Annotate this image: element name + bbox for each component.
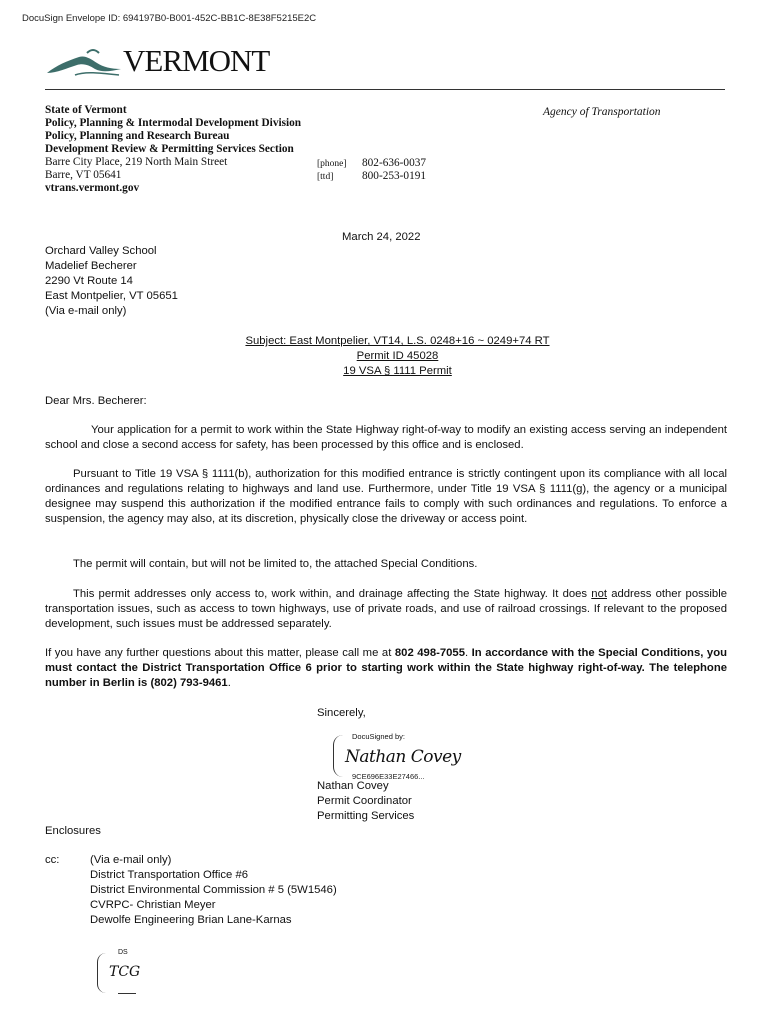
cc-list [90,853,337,928]
closing: Sincerely, [317,707,366,719]
subject-line-1: Subject: East Montpelier, VT14, L.S. 0248+16 ~ 0249+74 RT [245,335,550,347]
recipient-line: (Via e-mail only) [45,305,127,317]
cc-item: District Transportation Office #6 [90,869,249,881]
ttd-number: 800-253-0191 [362,170,427,182]
signer-title: Permit Coordinator [317,795,412,807]
paragraph-3: The permit will contain, but will not be limited to, the attached Special Conditions. [73,558,478,570]
cc-label: cc: [45,854,60,866]
salutation: Dear Mrs. Becherer: [45,395,147,407]
org-line-2: Policy, Planning & Intermodal Development Division [45,117,302,129]
address-line-2: Barre, VT 05641 [45,169,122,181]
subject-line-2: Permit ID 45028 [356,350,439,362]
paragraph-2: Pursuant to Title 19 VSA § 1111(b), authorization for this modified entrance is strictly contingent upon its compliance with all local ordinances and regulations relating to highways and land use. Furthermore, under Title 19 VSA § 1111(g), the agency or a municipal designee may suspend this authorization if the modified entrance fails to comply with such ordinances and regulations. To enforce a suspension, the agency may also, at its discretion, physically close the driveway or access point. [45,468,727,525]
cc-item: (Via e-mail only) [90,854,172,866]
paragraph-5 [45,646,727,691]
handwritten-signature: Nathan Covey [345,747,461,767]
subject-block [45,334,750,379]
recipient-line: Orchard Valley School [45,245,157,257]
recipient-line: 2290 Vt Route 14 [45,275,133,287]
p5-bold-instruction: In accordance with the Special Conditions, you must contact the District Transportation Office 6 prior to starting work within the State highway right-of-way. The telephone number in Berlin is (802) 793-9461 [45,647,727,689]
cc-item: CVRPC- Christian Meyer [90,899,216,911]
recipient-block [45,244,178,319]
p4-text-a: This permit addresses only access to, work within, and drainage affecting the State highway. It does [73,588,592,600]
website: vtrans.vermont.gov [45,182,140,194]
letterhead-org [45,104,301,195]
recipient-line: Madelief Becherer [45,260,137,272]
initials-underline [118,993,136,994]
address-line-1: Barre City Place, 219 North Main Street [45,156,228,168]
p5-phone: 802 498-7055 [394,647,465,659]
initials-label: DS [118,949,128,956]
p4-text-b: address other possible transportation issues, such as access to town highways, use of private roads, and use of railroad crossings. If relevant to the proposed development, such issues must be addressed separately. [45,588,727,630]
ttd-label: [ttd] [317,172,334,182]
signer-name: Nathan Covey [317,780,389,792]
docusigned-by-label: DocuSigned by: [352,732,405,741]
paragraph-4 [45,587,727,632]
paragraph-1: Your application for a permit to work within the State Highway right-of-way to modify an existing access serving an independent school and close a second access for safety, has been processed by this office and is enclosed. [45,424,727,451]
letter-date: March 24, 2022 [342,231,421,243]
p5-text-a: If you have any further questions about this matter, please call me at [45,647,395,659]
cc-item: Dewolfe Engineering Brian Lane-Karnas [90,914,292,926]
cc-item: District Environmental Commission # 5 (5W1546) [90,884,337,896]
vermont-mountain-logo-icon [45,43,125,83]
handwritten-initials: TCG [109,964,141,980]
docusign-envelope-id: DocuSign Envelope ID: 694197B0-B001-452C-BB1C-8E38F5215E2C [22,13,317,24]
phone-label: [phone] [317,159,347,169]
logo-wordmark: VERMONT [123,43,270,78]
header-rule [45,89,725,90]
signer-block [317,779,414,824]
enclosures-label: Enclosures [45,825,101,837]
phone-number: 802-636-0037 [362,157,427,169]
subject-line-3: 19 VSA § 1111 Permit [343,365,452,377]
agency-name: Agency of Transportation [543,106,661,118]
signer-department: Permitting Services [317,810,415,822]
p4-underlined-not: not [591,588,607,600]
p5-text-b: . [465,647,472,659]
signature-hash: 9CE696E33E27466... [352,772,425,781]
p5-text-c: . [227,677,231,689]
org-line-4: Development Review & Permitting Services Section [45,143,294,155]
org-line-3: Policy, Planning and Research Bureau [45,130,230,142]
recipient-line: East Montpelier, VT 05651 [45,290,178,302]
org-line-1: State of Vermont [45,104,127,116]
